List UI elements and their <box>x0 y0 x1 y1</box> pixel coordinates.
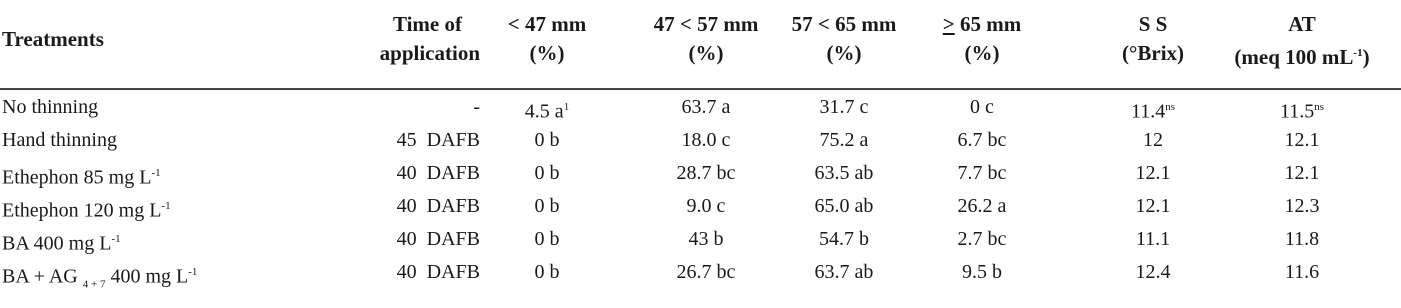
57-65-cell <box>774 260 914 284</box>
treatment-sup: -1 <box>111 233 121 245</box>
57-65-value: 75.2 a <box>819 129 869 151</box>
47-57-value: 26.7 bc <box>676 261 736 283</box>
header-time <box>300 10 480 68</box>
ss-value: 12.1 <box>1135 162 1171 184</box>
treatment-cell <box>2 128 282 152</box>
47-57-value: 18.0 c <box>681 129 731 151</box>
treatment-sup: -1 <box>151 167 161 179</box>
header-47-57 <box>630 10 782 68</box>
header-ge65-line2: (%) <box>964 41 1000 65</box>
treatment-cell <box>2 161 282 190</box>
treatment-cell <box>2 260 282 297</box>
ge65-value: 26.2 a <box>957 195 1007 217</box>
57-65-cell <box>774 227 914 251</box>
57-65-value: 65.0 ab <box>814 195 874 217</box>
57-65-cell <box>774 95 914 119</box>
47-57-value: 9.0 c <box>686 195 726 217</box>
header-ge65-text: 65 mm <box>954 12 1022 36</box>
header-ge65-symbol: > <box>942 12 955 36</box>
time-cell <box>300 128 480 152</box>
header-treatments-label: Treatments <box>2 27 104 51</box>
header-rule <box>0 88 1401 90</box>
lt47-value: 4.5 a <box>524 100 564 123</box>
header-at-unit-sup: -1 <box>1353 47 1363 59</box>
time-value: 40 DAFB <box>396 228 480 250</box>
at-value: 11.5 <box>1279 100 1315 123</box>
57-65-cell <box>774 161 914 185</box>
time-cell <box>300 161 480 185</box>
time-value: - <box>473 96 480 118</box>
at-cell <box>1212 128 1392 152</box>
time-value: 45 DAFB <box>396 129 480 151</box>
ge65-value: 2.7 bc <box>957 228 1007 250</box>
47-57-value: 28.7 bc <box>676 162 736 184</box>
treatment-post: 400 mg L <box>105 265 189 288</box>
lt47-cell <box>488 260 606 284</box>
ss-value: 12 <box>1143 129 1163 151</box>
lt47-cell <box>488 161 606 185</box>
57-65-cell <box>774 128 914 152</box>
lt47-cell <box>488 227 606 251</box>
ge65-value: 6.7 bc <box>957 129 1007 151</box>
ss-cell <box>1098 95 1208 124</box>
57-65-value: 63.7 ab <box>814 261 874 283</box>
treatment-cell <box>2 95 282 119</box>
lt47-value: 0 b <box>534 195 560 217</box>
treatment-post-sup: -1 <box>188 266 198 278</box>
at-cell <box>1212 161 1392 185</box>
treatment-label: Hand thinning <box>2 129 117 151</box>
time-value: 40 DAFB <box>396 261 480 283</box>
header-at-unit: (meq 100 mL <box>1234 45 1354 69</box>
treatment-cell <box>2 194 282 223</box>
ss-ns: ns <box>1165 101 1176 113</box>
at-ns: ns <box>1314 101 1325 113</box>
time-cell <box>300 194 480 218</box>
ss-value: 11.4 <box>1130 100 1166 123</box>
treatment-label: BA 400 mg L <box>2 232 112 255</box>
lt47-footnote: 1 <box>563 101 570 113</box>
lt47-cell <box>488 95 606 124</box>
header-ss-line2: (°Brix) <box>1121 41 1185 65</box>
time-cell <box>300 260 480 284</box>
lt47-value: 0 b <box>534 228 560 250</box>
header-47-57-line1: 47 < 57 mm <box>653 12 759 36</box>
ss-value: 11.1 <box>1135 228 1171 250</box>
57-65-cell <box>774 194 914 218</box>
header-ss-line1: S S <box>1138 12 1168 36</box>
57-65-value: 31.7 c <box>819 96 869 118</box>
47-57-cell <box>630 95 782 119</box>
ss-cell <box>1098 194 1208 218</box>
47-57-value: 63.7 a <box>681 96 731 118</box>
ge65-cell <box>926 95 1038 119</box>
header-ge65-line1 <box>926 10 1038 39</box>
treatment-label: No thinning <box>2 96 99 118</box>
treatment-cell <box>2 227 282 256</box>
ss-cell <box>1098 227 1208 251</box>
ge65-value: 9.5 b <box>962 261 1002 283</box>
header-time-line1: Time of <box>392 12 462 36</box>
ss-cell <box>1098 128 1208 152</box>
time-cell <box>300 95 480 119</box>
ge65-cell <box>926 260 1038 284</box>
ss-cell <box>1098 260 1208 284</box>
treatment-sub: 4 + 7 <box>82 278 106 291</box>
ge65-value: 0 c <box>970 96 994 118</box>
at-value: 12.1 <box>1284 129 1320 151</box>
57-65-value: 63.5 ab <box>814 162 874 184</box>
at-value: 12.1 <box>1284 162 1320 184</box>
treatment-label: BA + AG <box>2 265 83 288</box>
at-cell <box>1212 194 1392 218</box>
header-lt47-line2: (%) <box>529 41 565 65</box>
ge65-cell <box>926 161 1038 185</box>
47-57-cell <box>630 194 782 218</box>
ge65-cell <box>926 227 1038 251</box>
47-57-cell <box>630 260 782 284</box>
at-cell <box>1212 260 1392 284</box>
header-ss <box>1098 10 1208 68</box>
lt47-value: 0 b <box>534 129 560 151</box>
ss-cell <box>1098 161 1208 185</box>
at-cell <box>1212 95 1392 124</box>
57-65-value: 54.7 b <box>819 228 869 250</box>
at-value: 12.3 <box>1284 195 1320 217</box>
header-at <box>1212 10 1392 72</box>
ss-value: 12.4 <box>1135 261 1171 283</box>
header-lt47-line1: < 47 mm <box>507 12 587 36</box>
treatment-label: Ethephon 85 mg L <box>2 166 152 189</box>
header-treatments <box>2 25 202 54</box>
header-at-unit-close: ) <box>1362 45 1370 69</box>
ge65-cell <box>926 128 1038 152</box>
ge65-value: 7.7 bc <box>957 162 1007 184</box>
at-value: 11.8 <box>1284 228 1320 250</box>
header-47-57-line2: (%) <box>688 41 724 65</box>
47-57-value: 43 b <box>688 228 724 250</box>
header-57-65 <box>774 10 914 68</box>
ge65-cell <box>926 194 1038 218</box>
time-cell <box>300 227 480 251</box>
47-57-cell <box>630 227 782 251</box>
header-ge65 <box>926 10 1038 68</box>
header-at-line1: AT <box>1288 12 1316 36</box>
lt47-cell <box>488 128 606 152</box>
at-cell <box>1212 227 1392 251</box>
47-57-cell <box>630 161 782 185</box>
ss-value: 12.1 <box>1135 195 1171 217</box>
lt47-value: 0 b <box>534 162 560 184</box>
time-value: 40 DAFB <box>396 162 480 184</box>
header-57-65-line2: (%) <box>826 41 862 65</box>
header-at-line2 <box>1212 39 1392 72</box>
treatment-label: Ethephon 120 mg L <box>2 199 162 222</box>
header-57-65-line1: 57 < 65 mm <box>791 12 897 36</box>
lt47-cell <box>488 194 606 218</box>
treatment-sup: -1 <box>161 200 171 212</box>
at-value: 11.6 <box>1284 261 1320 283</box>
header-lt47 <box>488 10 606 68</box>
time-value: 40 DAFB <box>396 195 480 217</box>
47-57-cell <box>630 128 782 152</box>
header-time-line2: application <box>379 41 480 65</box>
lt47-value: 0 b <box>534 261 560 283</box>
